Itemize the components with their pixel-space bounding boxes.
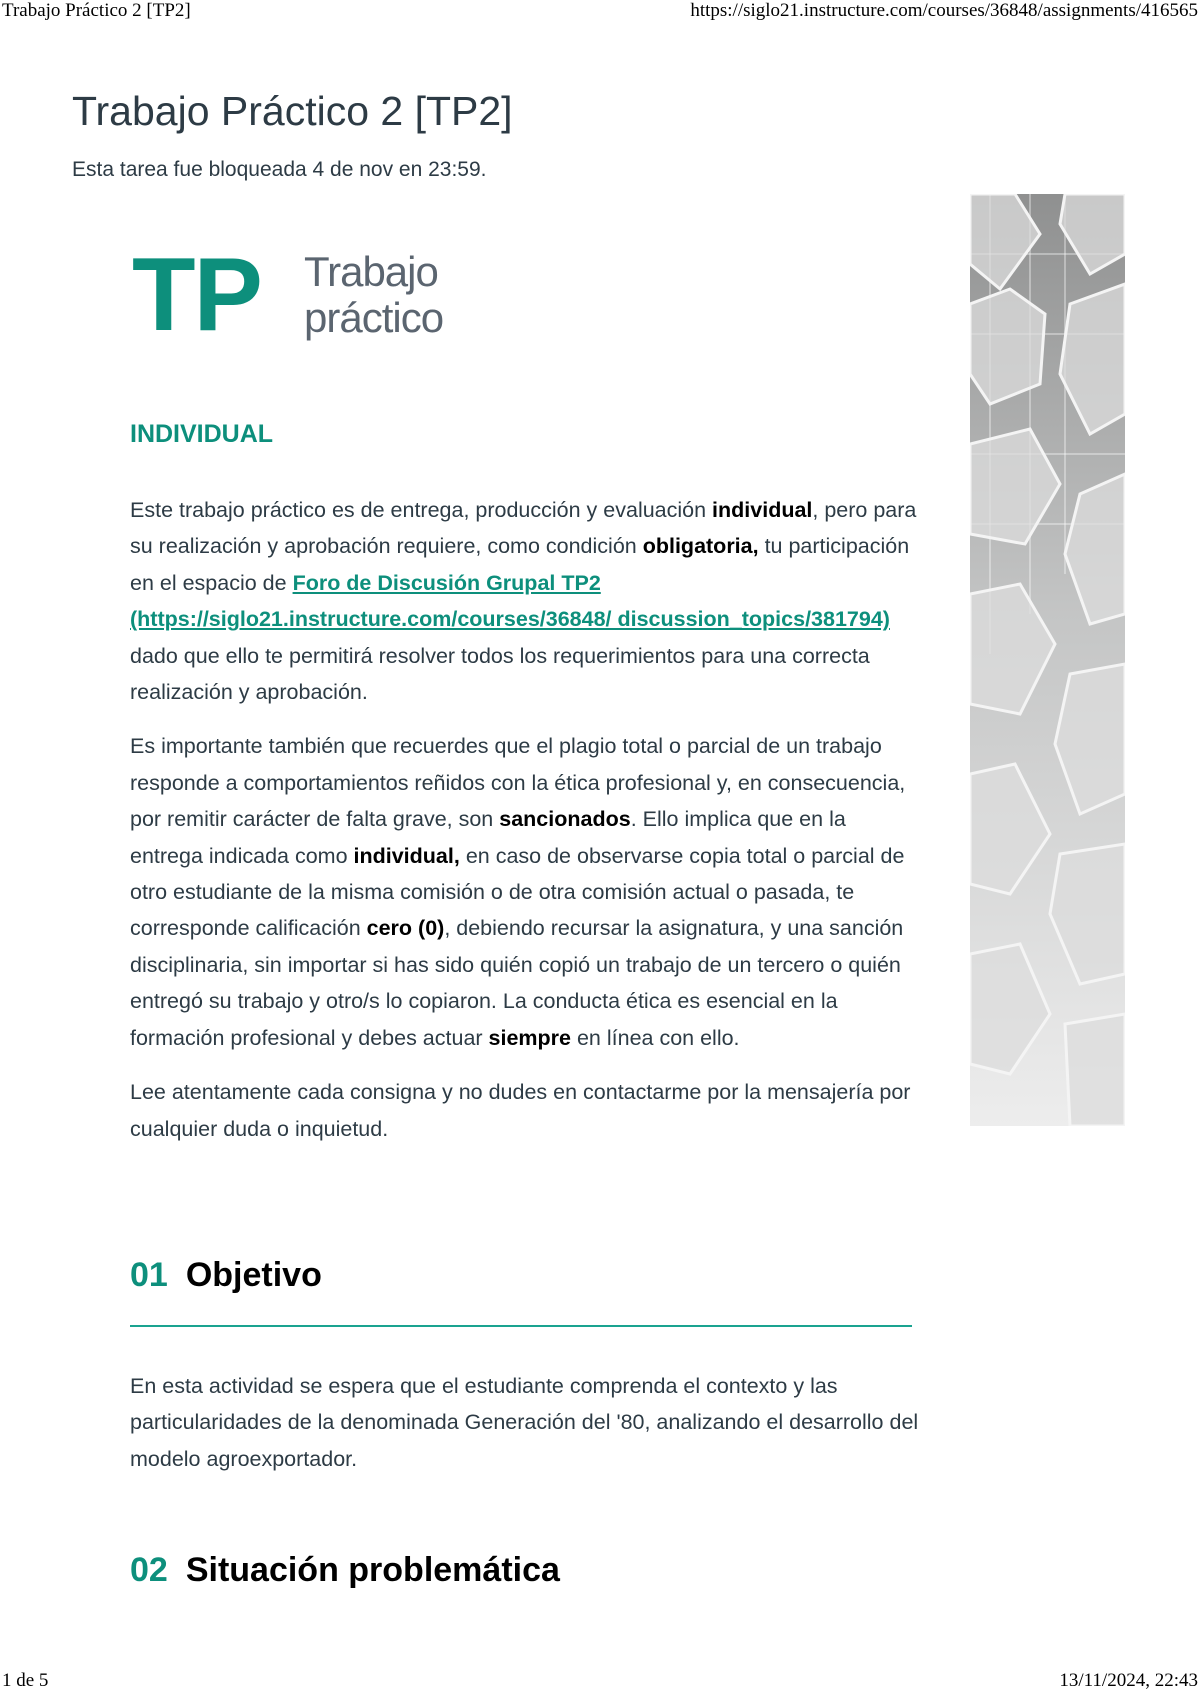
print-footer <box>0 1670 1200 1694</box>
objective-text: En esta actividad se espera que el estudiante comprenda el contexto y las particularidades de la denominada Generación del '80, analizando el desarrollo del modelo agroexportador. <box>130 1374 919 1471</box>
section-divider <box>130 1325 912 1327</box>
bold-text: individual <box>712 498 813 522</box>
logo-word-line1: Trabajo <box>304 248 438 295</box>
bold-text: individual, <box>353 843 460 868</box>
page-count: 1 de 5 <box>2 1670 49 1691</box>
tp-logo <box>132 237 492 353</box>
text-span: en caso de observarse copia total o parcial de otro estudiante de la misma comisión o de otra comisión actual o pasada, te corresponde calificación <box>130 843 905 941</box>
page-title: Trabajo Práctico 2 [TP2] <box>72 88 513 134</box>
print-datetime: 13/11/2024, 22:43 <box>1059 1670 1198 1691</box>
bold-text: obligatoria, <box>642 534 759 559</box>
intro-paragraph-2 <box>130 728 920 1056</box>
section-title: Situación problemática <box>185 1551 560 1589</box>
text-span: en línea con ello. <box>571 1025 740 1050</box>
logo-word-line2: práctico <box>304 294 444 341</box>
intro-content <box>130 418 920 1165</box>
decorative-side-image <box>970 194 1125 1126</box>
discussion-forum-link[interactable]: Foro de Discusión Grupal TP2 (https://siglo21.instructure.com/courses/36848/ discussion_topics/381794) <box>130 570 890 632</box>
print-header-title: Trabajo Práctico 2 [TP2] <box>2 0 191 21</box>
section-title: Objetivo <box>185 1256 322 1294</box>
bold-text: siempre <box>488 1025 571 1050</box>
text-span: dado que ello te permitirá resolver todos los requerimientos para una correcta realización y aprobación. <box>130 643 870 705</box>
section-number: 02 <box>130 1551 168 1589</box>
lock-status-note: Esta tarea fue bloqueada 4 de nov en 23:59. <box>72 158 487 181</box>
bold-text: sancionados <box>499 807 631 832</box>
text-span: Este trabajo práctico es de entrega, producción y evaluación <box>130 498 713 522</box>
text-span: . Ello implica que en la entrega indicada como <box>130 807 846 868</box>
bold-text: cero (0) <box>366 916 445 941</box>
intro-paragraph-1 <box>130 492 920 710</box>
logo-mark: TP <box>132 237 261 353</box>
logo-wordmark <box>304 249 443 341</box>
text-span: tu participación en el espacio de <box>130 534 910 595</box>
text-span: , debiendo recursar la asignatura, y una sanción disciplinaria, sin importar si has sido quién copió un trabajo de un tercero o quién entregó su trabajo y otro/s lo copiaron. La conducta ética es esencial en la formación profesional y debes actuar <box>130 916 904 1050</box>
intro-paragraph-3: Lee atentamente cada consigna y no dudes en contactarme por la mensajería por cualquier duda o inquietud. <box>130 1080 911 1141</box>
individual-label: INDIVIDUAL <box>130 420 274 448</box>
architecture-photo-illustration <box>970 194 1125 1126</box>
print-header-url: https://siglo21.instructure.com/courses/36848/assignments/416565 <box>690 0 1198 21</box>
section-number: 01 <box>130 1256 168 1294</box>
text-span: Es importante también que recuerdes que el plagio total o parcial de un trabajo responde a comportamientos reñidos con la ética profesional y, en consecuencia, por remitir carácter de falta grave, son <box>130 734 906 832</box>
text-span: , pero para su realización y aprobación requiere, como condición <box>130 498 917 559</box>
print-header <box>0 0 1200 24</box>
section-heading-situacion <box>130 1550 912 1590</box>
section-heading-objetivo <box>130 1255 912 1295</box>
